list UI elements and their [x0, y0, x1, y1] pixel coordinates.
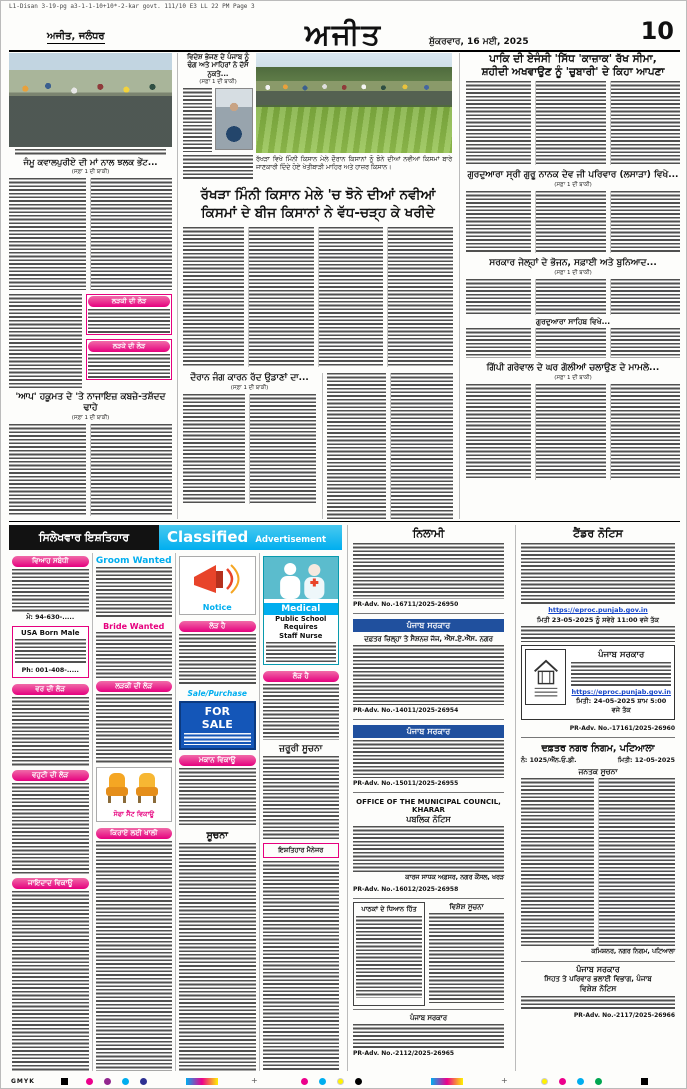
furniture-ad-label: ਸੋਫਾ ਸੈੱਟ ਵਿਕਾਊ — [113, 810, 155, 818]
classified-column-4 — [259, 553, 343, 1071]
divider — [353, 613, 504, 614]
text-block — [183, 227, 244, 367]
pr-adv-number: PR-Adv. No.-17161/2025-26960 — [569, 725, 675, 732]
right-headline-1-line1: ਪਾਕਿ ਦੀ ਏਜੰਸੀ 'ਸਿੱਧ 'ਕਾਜ਼ਾਕ' ਰੱਖ ਸੀਮਾ, — [489, 53, 657, 65]
bottom-notice-line3: ਵਿਸ਼ੇਸ਼ ਨੋਟਿਸ — [579, 984, 617, 994]
for-sale-line2: SALE — [201, 717, 233, 731]
ad-phone-line: ਮੋ: 94-630-..... — [26, 614, 75, 621]
divider — [353, 719, 504, 720]
main-headline — [183, 187, 453, 222]
registration-dot — [541, 1078, 548, 1085]
tender-notice-title: ਟੈਂਡਰ ਨੋਟਿਸ — [573, 527, 623, 540]
suchna-heading: ਸੂਚਨਾ — [206, 830, 228, 842]
reference-date: ਮਿਤੀ: 12-05-2025 — [617, 757, 675, 764]
sub-article-headline: ਦੌਰਾਨ ਜੰਗ ਕਾਰਨ ਰੱਦ ਉਡਾਣਾਂ ਦਾ... — [190, 373, 309, 383]
text-block — [318, 227, 384, 367]
punjab-govt-bar: ਪੰਜਾਬ ਸਰਕਾਰ — [353, 619, 504, 632]
right-headline-1-line2: ਸ਼ਹੀਦੀ ਅਖਵਾਉਣ ਨੂੰ 'ਚੁਬਾਰੀ' ਦੇ ਕਿਹਾ ਆਪਣਾ — [481, 65, 665, 78]
readers-attention-box — [353, 902, 425, 1006]
medical-ad-line: Requires — [283, 623, 318, 632]
pr-adv-number: PR-Adv. No.-15011/2025-26955 — [353, 780, 459, 787]
ad-title: USA Born Male — [21, 629, 80, 637]
registration-dot — [595, 1078, 602, 1085]
article-left-subhead: 'ਆਪ' ਹਕੂਮਤ ਦੇ 'ਤੇ ਨਾਜਾਇਜ਼ ਕਬਜ਼ੇ-ਤਸ਼ੱਦਦ ਢਾਹੇ — [15, 392, 166, 413]
classified-column-2 — [92, 553, 176, 1071]
ad-category-header: ਵਹੁਟੀ ਦੀ ਲੋੜ — [12, 770, 89, 781]
text-block — [610, 191, 680, 253]
text-block — [248, 227, 314, 367]
notice-column-middle — [347, 525, 509, 1071]
urgent-notice-heading: ਜ਼ਰੂਰੀ ਸੂਚਨਾ — [279, 744, 323, 755]
text-block — [12, 697, 89, 767]
continued-label: (ਸਫ਼ਾ 1 ਦੀ ਬਾਕੀ) — [554, 374, 592, 381]
text-block — [96, 841, 173, 1071]
mini-ad-stack — [86, 294, 172, 388]
continued-label: (ਸਫ਼ਾ 1 ਦੀ ਬਾਕੀ) — [199, 79, 237, 86]
text-block — [610, 328, 680, 358]
registration-dot — [122, 1078, 129, 1085]
ad-category-header: ਵਰ ਦੀ ਲੋੜ — [12, 684, 89, 695]
eproc-url: https://eproc.punjab.gov.in — [571, 688, 671, 696]
text-block — [88, 309, 170, 333]
boxed-matrimonial-ad — [12, 626, 89, 678]
furniture-ad — [96, 767, 173, 822]
edition-label: ਅਜੀਤ, ਜਲੰਧਰ — [47, 31, 105, 42]
printer-marks-line: L1-Disan 3-19-pg a3-1-1-10+10*-2-kar govt. 111/10 E3 LL 22 PM Page 3 — [9, 3, 255, 10]
text-columns — [327, 373, 453, 519]
govt-small-heading: ਪੰਜਾਬ ਸਰਕਾਰ — [410, 1014, 447, 1022]
text-block — [9, 294, 82, 388]
text-columns — [466, 328, 680, 358]
readers-attention-title: ਪਾਠਕਾਂ ਦੇ ਧਿਆਨ ਹਿੱਤ — [361, 905, 417, 913]
divider — [521, 737, 675, 738]
ad-phone-line: Ph: 001-408-..... — [21, 667, 79, 674]
color-gradient-bar — [431, 1078, 463, 1085]
auction-notice-title: ਨਿਲਾਮੀ — [412, 527, 445, 540]
text-block — [353, 826, 504, 872]
text-block — [88, 354, 170, 378]
text-block — [179, 634, 256, 686]
text-and-photo-row — [183, 88, 253, 152]
continued-label: (ਸਫ਼ਾ 1 ਦੀ ਬਾਕੀ) — [554, 181, 592, 188]
bottom-govt-notice — [521, 965, 675, 994]
text-block — [90, 424, 172, 516]
text-block — [356, 916, 422, 998]
section-rule — [9, 521, 680, 522]
text-block — [521, 996, 675, 1010]
text-block — [249, 394, 316, 504]
tender-deadline: ਮਿਤੀ 23-05-2025 ਨੂੰ ਸਵੇਰੇ 11:00 ਵਜੇ ਤੱਕ — [537, 616, 659, 624]
text-block — [96, 632, 173, 678]
header-rule — [9, 50, 680, 52]
text-block — [429, 913, 504, 1003]
ad-category-header: ਲੋੜ ਹੈ — [179, 621, 256, 632]
color-gradient-bar — [186, 1078, 218, 1085]
ad-manager-box: ਇਸ਼ਤਿਹਾਰ ਮੈਨੇਜਰ — [263, 843, 340, 858]
classified-column-1 — [9, 553, 92, 1071]
article-kicker: ਵਿਦੇਸ਼ ਭੇਜਣ ਦੇ ਪੰਜਾਬ ਨੂੰ ਢੰਗ ਅਤੇ ਮਾਹਿਰਾਂ ਨੇ ਦੱਸੇ ਨੁਕਤੇ... — [187, 53, 249, 78]
medical-ad-line: Staff Nurse — [279, 631, 323, 640]
registration-dot — [104, 1078, 111, 1085]
ad-category-header: ਕਿਰਾਏ ਲਈ ਖਾਲੀ — [96, 828, 173, 839]
registration-dot — [319, 1078, 326, 1085]
registration-dot — [86, 1078, 93, 1085]
eproc-url: https://eproc.punjab.gov.in — [548, 606, 648, 614]
pr-adv-number: PR-Adv. No.-2117/2025-26966 — [573, 1012, 675, 1020]
text-block — [183, 155, 253, 181]
govt-box-title: ਪੰਜਾਬ ਸਰਕਾਰ — [598, 650, 645, 660]
megaphone-icon — [190, 559, 244, 599]
ad-category-header: ਜਾਇਦਾਦ ਵਿਕਾਊ — [12, 878, 89, 889]
text-block — [12, 783, 89, 875]
pr-adv-number: PR-Adv. No.-16711/2025-26950 — [353, 601, 459, 608]
office-name: ਦਫ਼ਤਰ ਜ਼ਿਲ੍ਹਾ ਤੇ ਸੈਸ਼ਨਜ਼ ਜੱਜ, ਐੱਸ.ਏ.ਐੱਸ. ਨਗਰ — [364, 635, 493, 643]
divider — [353, 1009, 504, 1010]
signature-line: ਕਮਿਸ਼ਨਰ, ਨਗਰ ਨਿਗਮ, ਪਟਿਆਲਾ — [591, 948, 675, 955]
for-sale-line1: FOR — [204, 705, 230, 718]
continued-label: (ਸਫ਼ਾ 1 ਦੀ ਬਾਕੀ) — [71, 414, 110, 421]
text-block — [610, 81, 680, 165]
notice-label: Notice — [202, 603, 232, 612]
news-photo-farmer-fair — [256, 53, 452, 153]
medical-band-label: Medical — [264, 603, 339, 615]
ad-category-header: Groom Wanted — [95, 556, 172, 566]
registration-dot — [641, 1078, 648, 1085]
text-block — [96, 567, 173, 619]
main-headline-line2: ਕਿਸਮਾਂ ਦੇ ਬੀਜ ਕਿਸਾਨਾਂ ਨੇ ਵੱਧ-ਚੜ੍ਹ ਕੇ ਖਰੀਦੇ — [201, 204, 435, 221]
text-block — [535, 81, 605, 165]
main-article-body — [183, 227, 453, 367]
classified-grid — [9, 553, 342, 1071]
registration-dot — [337, 1078, 344, 1085]
text-block — [263, 756, 340, 840]
text-block — [263, 684, 340, 740]
public-notice-heading: ਪਬਲਿਕ ਨੋਟਿਸ — [406, 815, 451, 824]
ad-category-header: ਵਿਆਹ ਸਬੰਧੀ — [12, 556, 89, 567]
print-registration-strip — [1, 1075, 687, 1089]
text-block — [521, 626, 675, 642]
text-columns — [466, 191, 680, 253]
text-block — [266, 642, 337, 662]
bottom-notice-line2: ਸਿਹਤ ਤੇ ਪਰਿਵਾਰ ਭਲਾਈ ਵਿਭਾਗ, ਪੰਜਾਬ — [544, 975, 652, 984]
text-block — [263, 861, 340, 1071]
articles-right — [459, 53, 680, 519]
mini-classified-ad — [86, 294, 172, 335]
classified-title-english — [159, 525, 342, 550]
ad-category-header: ਲੋੜ ਹੈ — [263, 671, 340, 682]
medical-staff-image — [264, 557, 339, 599]
sub-article — [183, 373, 316, 519]
text-block — [390, 373, 454, 519]
right-mini-headline: ਗੁਰਦੁਆਰਾ ਸਾਹਿਬ ਵਿਖੇ... — [535, 316, 611, 326]
text-block — [521, 543, 675, 605]
ad-category-header: ਮਕਾਨ ਵਿਕਾਊ — [179, 755, 256, 766]
date-line: ਸ਼ੁੱਕਰਵਾਰ, 16 ਮਈ, 2025 — [429, 37, 529, 47]
text-block — [466, 191, 531, 253]
text-columns — [466, 81, 680, 165]
registration-dot — [355, 1078, 362, 1085]
govt-box-text — [571, 649, 671, 716]
text-block — [610, 384, 680, 480]
tender-box-deadline: ਮਿਤੀ: 24-05-2025 ਸ਼ਾਮ 5:00 ਵਜੇ ਤੱਕ — [576, 697, 667, 714]
news-photo-group — [9, 53, 172, 147]
text-block — [466, 384, 531, 480]
pr-adv-number: PR-Adv. No.-14011/2025-26954 — [353, 707, 459, 714]
right-headline-3: ਸਰਕਾਰ ਜੇਲ੍ਹਾਂ ਦੇ ਭੋਜਨ, ਸਫ਼ਾਈ ਅਤੇ ਬੁਨਿਆਦ... — [489, 257, 657, 268]
text-columns — [9, 178, 172, 290]
medical-recruitment-ad — [263, 556, 340, 665]
registration-dot — [577, 1078, 584, 1085]
municipal-council-title: OFFICE OF THE MUNICIPAL COUNCIL, KHARAR — [356, 798, 501, 814]
registration-mark: + — [251, 1076, 258, 1085]
notice-megaphone-ad — [179, 556, 256, 615]
special-info-column — [429, 902, 504, 1006]
continued-label: (ਸਫ਼ਾ 1 ਦੀ ਬਾਕੀ) — [554, 269, 592, 276]
text-columns — [521, 778, 675, 946]
classified-header — [9, 525, 342, 550]
news-area — [9, 53, 680, 519]
news-photo-portrait — [215, 88, 253, 150]
text-block — [535, 279, 605, 315]
punjab-govt-bar: ਪੰਜਾਬ ਸਰਕਾਰ — [353, 725, 504, 738]
text-block — [353, 645, 504, 705]
registration-dot — [140, 1078, 147, 1085]
text-block — [466, 328, 531, 358]
text-block — [387, 227, 453, 367]
text-block — [466, 279, 531, 315]
reference-number: ਨੰ: 1025/ਐੱਨ.ਓ.ਡੀ. — [521, 757, 577, 764]
divider — [353, 898, 504, 899]
pr-adv-number: PR-Adv. No.-2112/2025-26965 — [353, 1050, 455, 1057]
text-block — [353, 543, 504, 599]
text-block — [179, 843, 256, 1071]
photo-caption: ਰੱਖੜਾ ਵਿਖੇ ਮਿੰਨੀ ਕਿਸਾਨ ਮੇਲੇ ਦੌਰਾਨ ਕਿਸਾਨਾਂ ਨੂੰ ਝੋਨੇ ਦੀਆਂ ਨਵੀਆਂ ਕਿਸਮਾਂ ਬਾਰੇ ਜਾਣਕਾਰੀ ਦਿੰਦੇ ਹੋਏ ਖੇਤੀਬਾੜੀ ਮਾਹਿਰ ਅਤੇ ਹਾਜ਼ਰ ਕਿਸਾਨ। — [256, 156, 452, 172]
sofa-chairs-image — [103, 770, 165, 806]
divider — [521, 961, 675, 962]
text-block — [12, 569, 89, 613]
text-block — [183, 88, 212, 152]
sale-purchase-label: Sale/Purchase — [187, 689, 248, 698]
mini-ad-title: ਲੜਕੇ ਦੀ ਲੋੜ — [88, 341, 170, 352]
classified-word: Classified — [167, 528, 249, 546]
reference-row — [521, 757, 675, 765]
continued-label: (ਸਫ਼ਾ 1 ਦੀ ਬਾਕੀ) — [230, 384, 269, 391]
cmyk-label: GMYK — [11, 1078, 35, 1085]
text-block — [327, 373, 386, 519]
mini-classified-ad — [86, 339, 172, 380]
continued-label: (ਸਫ਼ਾ 1 ਦੀ ਬਾਕੀ) — [71, 169, 110, 176]
text-columns — [466, 384, 680, 480]
text-block — [183, 394, 245, 504]
text-block — [9, 424, 86, 516]
text-block — [9, 178, 86, 290]
mini-ad-title: ਲੜਕੀ ਦੀ ਲੋੜ — [88, 296, 170, 307]
patiala-office-title: ਦਫ਼ਤਰ ਨਗਰ ਨਿਗਮ, ਪਟਿਆਲਾ — [541, 743, 655, 754]
main-article-continuation — [322, 373, 453, 519]
text-block — [12, 891, 89, 1071]
notice-column-right — [515, 525, 680, 1071]
text-block — [96, 694, 173, 764]
text-block — [535, 384, 605, 480]
photo-caption-text — [15, 149, 166, 156]
advertisement-word: Advertisement — [255, 535, 327, 545]
text-columns — [183, 394, 316, 504]
text-block — [521, 778, 594, 946]
classified-title-punjabi: ਸਿਲੇਖਵਾਰ ਇਸ਼ਤਿਹਾਰ — [9, 525, 159, 550]
text-block — [466, 81, 531, 165]
bottom-notice-line1: ਪੰਜਾਬ ਸਰਕਾਰ — [576, 965, 620, 974]
text-and-ads-row — [9, 294, 172, 388]
pr-adv-number: PR-Adv. No.-16012/2025-26958 — [353, 886, 459, 893]
public-info-heading: ਜਨਤਕ ਸੂਚਨਾ — [578, 767, 618, 776]
text-columns — [183, 227, 453, 367]
registration-dot — [559, 1078, 566, 1085]
text-block — [90, 178, 172, 290]
special-info-title: ਵਿਸ਼ੇਸ਼ ਸੂਚਨਾ — [449, 903, 484, 911]
signature-line: ਕਾਰਜ ਸਾਧਕ ਅਫ਼ਸਰ, ਨਗਰ ਕੌਂਸਲ, ਖਰੜ — [405, 874, 504, 881]
right-headline-4: ਗਿੱਪੀ ਗਰੇਵਾਲ ਦੇ ਘਰ ਗੋਲੀਆਂ ਚਲਾਉਣ ਦੇ ਮਾਮਲੇ... — [486, 362, 660, 373]
newspaper-masthead: ਅਜੀਤ — [304, 17, 383, 51]
text-block — [598, 778, 676, 946]
medical-ad-line: Public School — [275, 615, 327, 623]
text-block — [179, 768, 256, 826]
building-icon — [525, 649, 566, 705]
ad-category-header: Bride Wanted — [103, 622, 165, 631]
registration-dot — [301, 1078, 308, 1085]
text-block — [535, 191, 605, 253]
article-column-2 — [183, 53, 253, 185]
ad-category-header: ਲੜਕੀ ਦੀ ਲੋੜ — [96, 681, 173, 692]
text-block — [610, 279, 680, 315]
divider — [353, 792, 504, 793]
main-headline-line1: ਰੱਖੜਾ ਮਿੰਨੀ ਕਿਸਾਨ ਮੇਲੇ 'ਚ ਝੋਨੇ ਦੀਆਂ ਨਵੀਆਂ — [200, 187, 436, 203]
text-block — [535, 328, 605, 358]
disclaimer-row — [353, 902, 504, 1006]
govt-tender-box — [521, 645, 675, 720]
article-left — [9, 53, 178, 519]
article-left-headline: ਜੰਮੂ ਕਵਾਲਪੁਰੀਏ ਦੀ ਮਾਂ ਨਾਲ ਝਲਕ ਭੇਂਟ... — [23, 158, 158, 168]
text-columns — [9, 424, 172, 516]
right-headline-2: ਗੁਰਦੁਆਰਾ ਸ੍ਰੀ ਗੁਰੂ ਨਾਨਕ ਦੇਵ ਜੀ ਪਰਿਵਾਰ (ਲਸਾੜਾ) ਵਿਖੇ... — [467, 170, 679, 181]
text-columns — [466, 279, 680, 315]
text-block — [184, 733, 251, 745]
text-block — [15, 639, 86, 665]
text-block — [353, 1024, 504, 1048]
text-block — [571, 662, 671, 686]
registration-mark: + — [501, 1076, 508, 1085]
classified-column-3 — [175, 553, 259, 1071]
for-sale-ad — [179, 701, 256, 750]
text-block — [353, 740, 504, 778]
page-number: 10 — [640, 17, 674, 45]
registration-dot — [61, 1078, 68, 1085]
